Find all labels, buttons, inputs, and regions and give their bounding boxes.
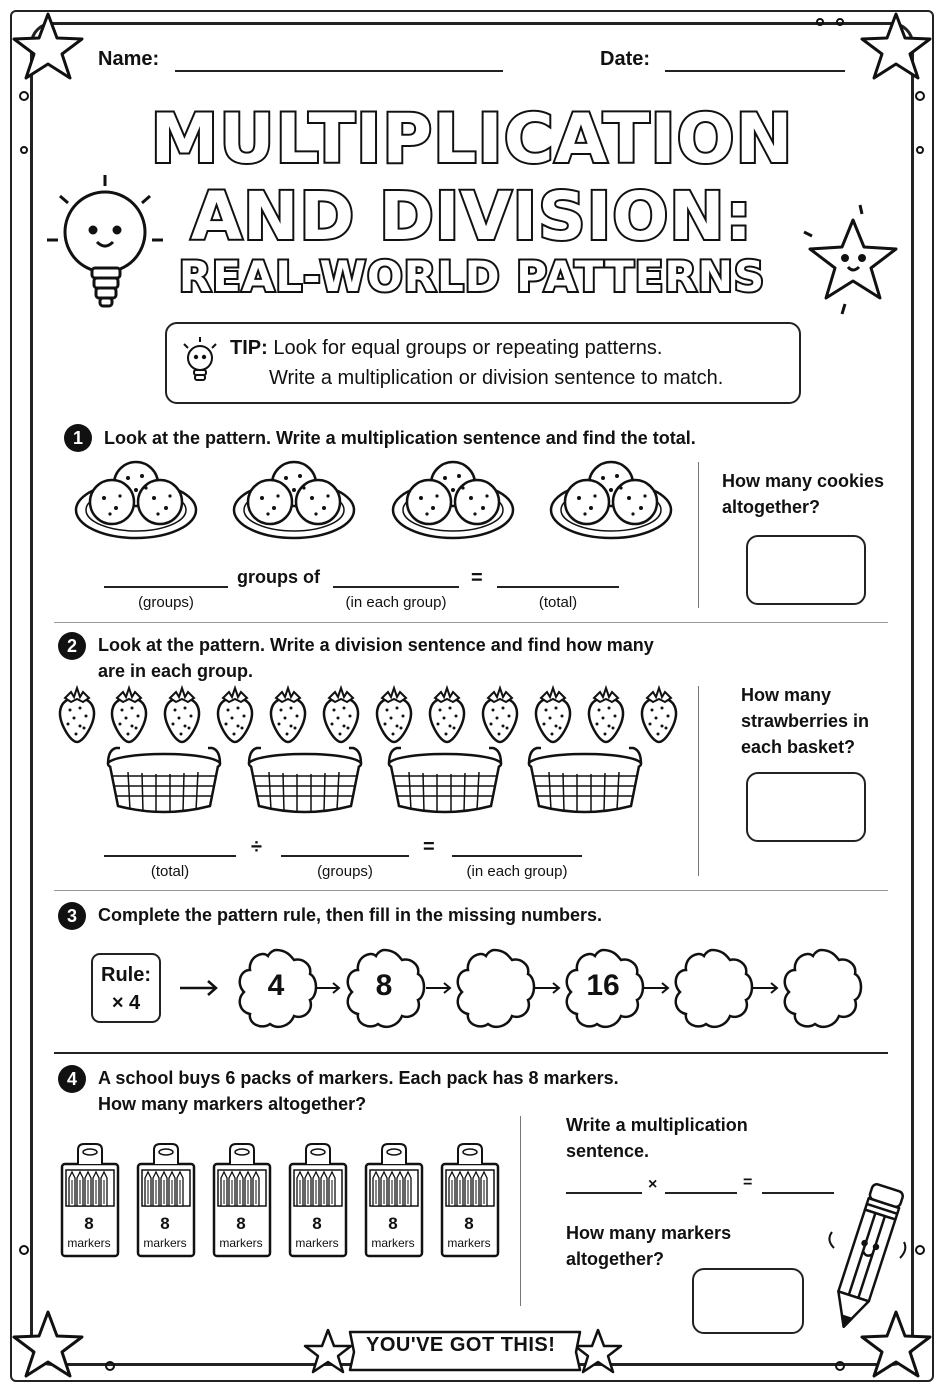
question-number: 1 [64, 424, 92, 452]
pencil-icon [820, 1178, 910, 1336]
title-line-1: MULTIPLICATION [150, 100, 794, 179]
question-1-text: Look at the pattern. Write a multiplication sentence and find the total. [104, 428, 696, 448]
q1-total-line[interactable] [497, 586, 619, 588]
marker-pack: 8 markers [371, 1214, 415, 1250]
marker-pack: 8 markers [295, 1214, 339, 1250]
groups-of-label: groups of [237, 567, 320, 587]
sub-label: (groups) [138, 594, 194, 611]
q1-answer-box[interactable] [746, 535, 866, 605]
strawberries [50, 684, 690, 744]
question-3-text: Complete the pattern rule, then fill in the missing numbers. [98, 905, 603, 925]
question-number: 2 [58, 632, 86, 660]
sub-label: (groups) [317, 863, 373, 880]
strawberry-icon [430, 688, 464, 742]
strawberry-icon [377, 688, 411, 742]
q1-groups-line[interactable] [104, 586, 228, 588]
basket-icon [108, 748, 220, 813]
strawberry-icon [112, 688, 146, 742]
title-line-3: REAL-WORLD PATTERNS [178, 252, 766, 301]
basket-icon [529, 748, 641, 813]
cookie-plate-icon [393, 462, 513, 538]
divide-sign: ÷ [251, 836, 262, 858]
question-2-text: Look at the pattern. Write a division sentence and find how many are in each group. [98, 635, 654, 681]
star-icon [305, 1330, 351, 1372]
strawberry-icon [60, 688, 94, 742]
cookie-plates [70, 460, 680, 550]
cookie-plate-icon [234, 462, 354, 538]
strawberry-icon [271, 688, 305, 742]
equals-sign: = [423, 836, 435, 858]
q1-each-line[interactable] [333, 586, 459, 588]
q4-factor-2-line[interactable] [665, 1192, 737, 1194]
tip-line-1: Look for equal groups or repeating patterns. [273, 337, 663, 359]
marker-pack: 8 markers [143, 1214, 187, 1250]
marker-pack: 8 markers [447, 1214, 491, 1250]
pattern-rule-box: Rule: × 4 [91, 953, 161, 1023]
times-sign: × [648, 1176, 658, 1193]
q1-side-text: How many cookies altogether? [722, 471, 885, 517]
strawberry-icon [324, 688, 358, 742]
sub-label: (total) [150, 863, 190, 880]
tip-label: TIP: [230, 337, 268, 359]
equals-sign: = [743, 1174, 753, 1191]
equals-sign: = [471, 567, 483, 589]
q4-answer-box[interactable] [692, 1268, 804, 1334]
q2-side-text: How many strawberries in each basket? [741, 685, 870, 757]
name-input-line[interactable] [175, 70, 503, 72]
q2-answer-box[interactable] [746, 772, 866, 842]
date-input-line[interactable] [665, 70, 845, 72]
question-number: 3 [58, 902, 86, 930]
strawberry-icon [536, 688, 570, 742]
date-label: Date: [600, 48, 651, 70]
flower-shape [785, 950, 861, 1027]
strawberry-icon [165, 688, 199, 742]
basket-icon [389, 748, 501, 813]
basket-icon [249, 748, 361, 813]
star-icon [14, 1312, 82, 1376]
question-4-text: A school buys 6 packs of markers. Each pack has 8 markers. How many markers altogether? [98, 1068, 619, 1114]
baskets [100, 744, 650, 822]
lightbulb-icon [178, 334, 222, 392]
sub-label: (in each group) [466, 863, 568, 880]
sub-label: (total) [538, 594, 578, 611]
marker-pack: 8 markers [219, 1214, 263, 1250]
sub-label: (in each group) [345, 594, 447, 611]
sequence-value: 16 [586, 969, 620, 1002]
footer-text: YOU'VE GOT THIS! [366, 1334, 556, 1356]
q2-total-line[interactable] [104, 855, 236, 857]
marker-pack: 8 markers [67, 1214, 111, 1250]
tip-box [165, 322, 801, 404]
cookie-plate-icon [76, 462, 196, 538]
q4-side-text-2: How many markers altogether? [566, 1223, 732, 1269]
cookie-plate-icon [551, 462, 671, 538]
q2-groups-line[interactable] [281, 855, 409, 857]
tip-line-2: Write a multiplication or division sentence to match. [269, 367, 724, 389]
strawberry-icon [589, 688, 623, 742]
flower-shape [676, 950, 752, 1027]
question-number: 4 [58, 1065, 86, 1093]
flower-shape [458, 950, 534, 1027]
sequence-value: 8 [375, 969, 393, 1002]
q4-side-text: Write a multiplication sentence. [566, 1115, 748, 1161]
q2-each-line[interactable] [452, 855, 582, 857]
star-icon [862, 14, 930, 78]
title-line-2: AND DIVISION: [191, 178, 753, 255]
star-icon [14, 14, 82, 78]
name-label: Name: [98, 48, 160, 70]
q4-factor-1-line[interactable] [566, 1192, 642, 1194]
sequence-value: 4 [267, 969, 285, 1002]
strawberry-icon [218, 688, 252, 742]
strawberry-icon [483, 688, 517, 742]
strawberry-icon [642, 688, 676, 742]
star-icon [575, 1330, 621, 1372]
